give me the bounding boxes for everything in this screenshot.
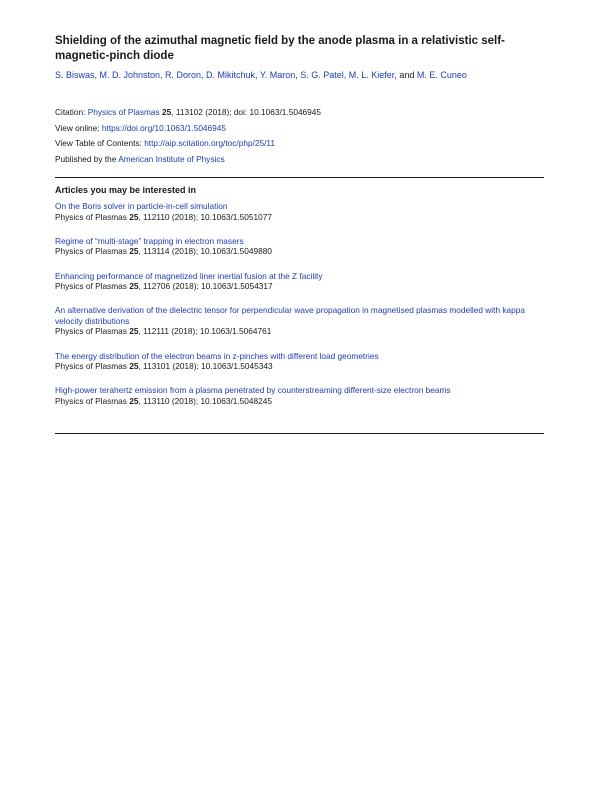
list-item [55,236,545,257]
author-links[interactable]: S. Biswas, M. D. Johnston, R. Doron, D. Mikitchuk, Y. Maron, S. G. Patel, M. L. Kiefer, [55,70,397,80]
article-journal: Physics of Plasmas [55,246,127,257]
author-conjunction: and [399,70,415,80]
publisher-link[interactable]: American Institute of Physics [118,153,225,164]
article-reference [55,326,545,337]
article-details: , 112110 (2018); 10.1063/1.5051077 [138,211,272,222]
divider-bottom [55,433,544,434]
divider-top [55,177,544,178]
published-by-label: Published by the [55,153,117,164]
article-reference [55,281,545,292]
author-list [55,69,545,81]
list-item [55,305,545,337]
article-volume: 25 [129,395,139,406]
article-title-link[interactable]: Regime of “multi-stage” trapping in electron masers [55,235,244,246]
article-details: , 113114 (2018); 10.1063/1.5049880 [138,246,272,257]
article-reference [55,246,545,257]
citation-volume: 25 [162,107,172,117]
article-title-link[interactable]: The energy distribution of the electron beams in z-pinches with different load geometries [55,350,379,361]
article-reference [55,361,545,372]
citation-journal-link[interactable]: Physics of Plasmas [87,107,160,117]
article-volume: 25 [129,326,139,337]
related-articles-list [55,201,545,420]
article-details: , 113101 (2018); 10.1063/1.5045343 [138,361,273,372]
article-title-link[interactable]: On the Boris solver in particle-in-cell simulation [55,201,228,211]
articles-heading: Articles you may be interested in [55,185,197,195]
citation-block [55,105,545,167]
citation-details: , 113102 (2018); doi: 10.1063/1.5046945 [171,107,322,117]
paper-title: Shielding of the azimuthal magnetic field by the anode plasma in a relativistic self-magnetic-pinch diode [55,35,505,62]
view-online-label: View online: [55,122,100,133]
article-details: , 112706 (2018); 10.1063/1.5054317 [138,281,273,292]
article-details: , 113110 (2018); 10.1063/1.5048245 [138,395,272,406]
article-journal: Physics of Plasmas [55,326,127,337]
view-online-line [55,121,545,137]
citation-line [55,105,545,121]
article-volume: 25 [129,361,139,372]
article-volume: 25 [129,211,139,222]
list-item [55,271,545,292]
toc-line [55,136,545,152]
list-item [55,351,545,372]
toc-link[interactable]: http://aip.scitation.org/toc/php/25/11 [144,138,276,148]
article-reference [55,396,545,407]
article-details: , 112111 (2018); 10.1063/1.5064761 [138,326,272,337]
article-volume: 25 [129,246,139,257]
toc-label: View Table of Contents: [55,138,142,148]
article-title-link[interactable]: Enhancing performance of magnetized liner inertial fusion at the Z facility [55,270,323,281]
article-title-link[interactable]: An alternative derivation of the dielectric tensor for perpendicular wave propagation in magnetised plasmas modelled with kappa velocity distributions [55,305,525,326]
citation-label: Citation: [55,107,86,117]
published-by-line [55,152,545,168]
article-journal: Physics of Plasmas [55,395,127,406]
article-journal: Physics of Plasmas [55,281,127,292]
list-item [55,385,545,406]
author-link-last[interactable]: M. E. Cuneo [416,70,467,80]
article-volume: 25 [129,281,139,292]
article-journal: Physics of Plasmas [55,361,127,372]
article-reference [55,212,545,223]
list-item [55,201,545,222]
article-title-link[interactable]: High-power terahertz emission from a plasma penetrated by counterstreaming different-size electron beams [55,385,451,396]
article-journal: Physics of Plasmas [55,211,127,222]
view-online-link[interactable]: https://doi.org/10.1063/1.5046945 [101,122,226,133]
